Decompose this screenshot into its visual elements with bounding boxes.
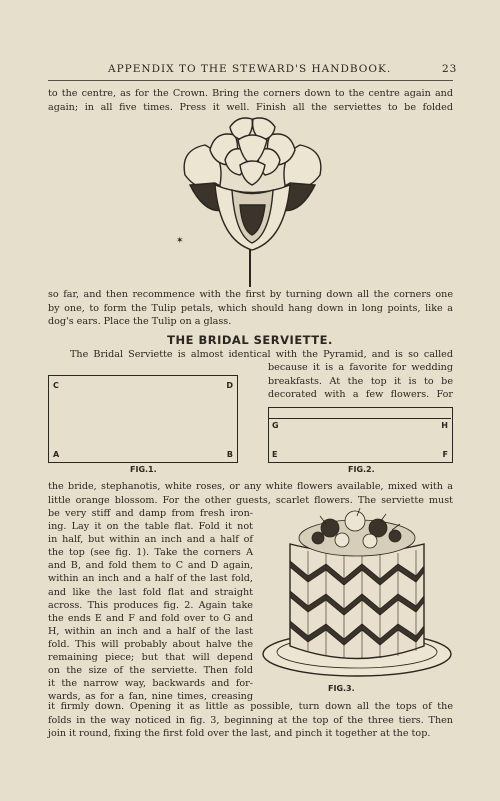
- text-line: H, within an inch and a half of the last: [48, 625, 253, 637]
- closing-paragraph: [48, 700, 453, 741]
- text-line: be very stiff and damp from fresh iron-: [48, 508, 253, 519]
- text-line: The Bridal Serviette is almost identical with the Pyramid, and is so called: [70, 349, 453, 360]
- text-line: by one, to form the Tulip petals, which should hang down in long points, like a: [48, 302, 453, 314]
- text-line: the bride, stephanotis, white roses, or any white flowers available, mixed with a: [48, 481, 453, 492]
- fig1-corner-label: A: [53, 450, 60, 459]
- text-line: it firmly down. Opening it as little as possible, turn down all the tops of the: [48, 701, 453, 712]
- text-line: wards, as for a fan, nine times, creasing: [48, 691, 253, 703]
- section-heading: THE BRIDAL SERVIETTE.: [167, 333, 333, 347]
- text-line: within an inch and a half of the last fold,: [48, 573, 253, 585]
- running-header: [0, 63, 500, 79]
- figure-1-caption: FIG.1.: [130, 465, 157, 474]
- fig2-fold-line: [269, 418, 451, 419]
- figure-1-diagram: [48, 375, 238, 463]
- text-line: the top (see fig. 1). Take the corners A: [48, 547, 253, 559]
- text-line: so far, and then recommence with the first by turning down all the corners one: [48, 289, 453, 300]
- fig2-corner-label: E: [272, 450, 278, 459]
- fig1-corner-label: C: [53, 381, 59, 390]
- figure-2-caption: FIG.2.: [348, 465, 375, 474]
- text-line: and B, and fold them to C and D again,: [48, 560, 253, 572]
- text-line: decorated with a few flowers. For: [268, 389, 453, 400]
- bridal-intro: [70, 348, 453, 362]
- bridal-continued: [48, 480, 453, 507]
- text-line: breakfasts. At the top it is to be: [268, 375, 453, 387]
- text-line: remaining piece; but that will depend: [48, 652, 253, 664]
- bridal-serviette-illustration: [260, 506, 455, 691]
- text-line: on the size of the serviette. Then fold: [48, 665, 253, 677]
- running-title: APPENDIX TO THE STEWARD'S HANDBOOK.: [108, 63, 392, 75]
- text-line: to the centre, as for the Crown. Bring the corners down to the centre again and: [48, 88, 453, 99]
- tulip-paragraph: [48, 288, 453, 329]
- bridal-right-column: [268, 361, 453, 402]
- svg-text:✶: ✶: [176, 236, 184, 246]
- tulip-serviette-illustration: [170, 115, 335, 290]
- figure-3-caption: FIG.3.: [328, 684, 355, 693]
- fig2-corner-label: G: [272, 421, 279, 430]
- header-rule: [48, 80, 453, 81]
- text-line: in half, but within an inch and a half of: [48, 534, 253, 546]
- text-line: dog's ears. Place the Tulip on a glass.: [48, 316, 232, 327]
- text-line: folds in the way noticed in fig. 3, beginning at the top of the three tiers. Then: [48, 714, 453, 726]
- fig2-corner-label: H: [441, 421, 448, 430]
- intro-paragraph: [48, 87, 453, 114]
- text-line: again; in all five times. Press it well. Finish all the serviettes to be folded: [48, 101, 453, 113]
- text-line: the ends E and F and fold over to G and: [48, 612, 253, 624]
- text-line: and like the last fold flat and straight: [48, 586, 253, 598]
- fig1-corner-label: B: [226, 450, 233, 459]
- text-line: because it is a favorite for wedding: [268, 362, 453, 373]
- figure-2-diagram: [268, 407, 453, 463]
- text-line: ing. Lay it on the table flat. Fold it not: [48, 521, 253, 533]
- text-line: across. This produces fig. 2. Again take: [48, 599, 253, 611]
- text-line: join it round, fixing the first fold over the last, and pinch it together at the top.: [48, 728, 431, 739]
- fig1-corner-label: D: [226, 381, 233, 390]
- text-line: fold. This will probably about halve the: [48, 638, 253, 650]
- text-line: little orange blossom. For the other guests, scarlet flowers. The serviette must: [48, 494, 453, 506]
- page-number: 23: [442, 63, 458, 75]
- text-line: it the narrow way, backwards and for-: [48, 678, 253, 690]
- fig2-corner-label: F: [442, 450, 448, 459]
- folding-instructions: [48, 507, 253, 703]
